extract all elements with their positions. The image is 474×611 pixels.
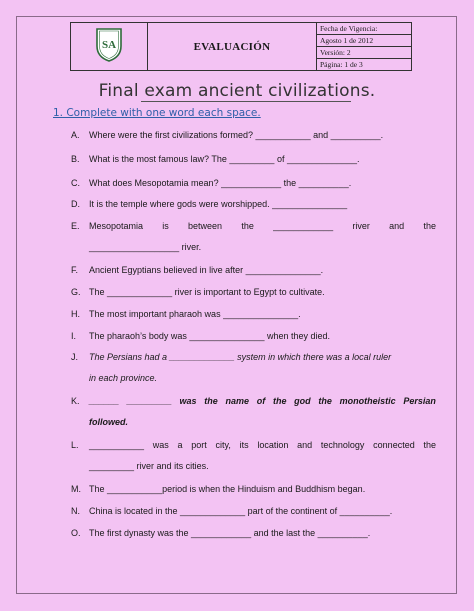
meta-validity-date: Agosto 1 de 2012 <box>317 35 412 47</box>
question-text: Ancient Egyptians believed in live after _______________. <box>89 265 324 275</box>
logo-cell <box>71 23 148 71</box>
question-l-line-2: _________ river and its cities. <box>89 461 209 471</box>
question-text: Where were the first civilizations formed? ___________ and __________. <box>89 130 384 140</box>
question-j-line-2: in each province. <box>89 373 158 383</box>
meta-version: Versión: 2 <box>317 47 412 59</box>
instruction: 1. Complete with one word each space. <box>53 107 261 119</box>
question-text: The pharaoh’s body was _______________ when they died. <box>89 331 331 341</box>
question-text: The first dynasty was the ____________ and the last the __________. <box>89 528 371 538</box>
school-crest-logo <box>94 26 124 62</box>
question-text: The ___________period is when the Hinduism and Buddhism began. <box>89 484 366 494</box>
meta-validity-label: Fecha de Vigencia: <box>317 23 412 35</box>
question-line-1: Mesopotamia is between the ____________ river and the <box>89 221 436 231</box>
question-text: It is the temple where gods were worshipped. _______________ <box>89 199 348 209</box>
question-line-1: ___________ was a port city, its location and technology connected the <box>89 440 436 450</box>
svg-text:SA: SA <box>101 39 117 51</box>
question-line-1: ______ _________ was the name of the god the monotheistic Persian <box>89 396 436 406</box>
question-text: The most important pharaoh was _______________. <box>89 309 301 319</box>
question-line-1: The Persians had a _____________ system in which there was a local ruler <box>89 352 392 362</box>
document-header <box>70 22 412 71</box>
page-title: Final exam ancient civilizations. <box>98 81 376 101</box>
question-k-line-2: followed. <box>89 417 128 427</box>
title-underline <box>141 101 351 102</box>
question-e-line-2: __________________ river. <box>89 242 202 252</box>
question-text: What is the most famous law? The _________ of ______________. <box>89 154 360 164</box>
evaluation-title: EVALUACIÓN <box>148 23 317 71</box>
question-text: China is located in the _____________ part of the continent of __________. <box>89 506 393 516</box>
question-text: The _____________ river is important to Egypt to cultivate. <box>89 287 325 297</box>
question-text: What does Mesopotamia mean? ____________ the __________. <box>89 178 352 188</box>
meta-page: Página: 1 de 3 <box>317 59 412 71</box>
